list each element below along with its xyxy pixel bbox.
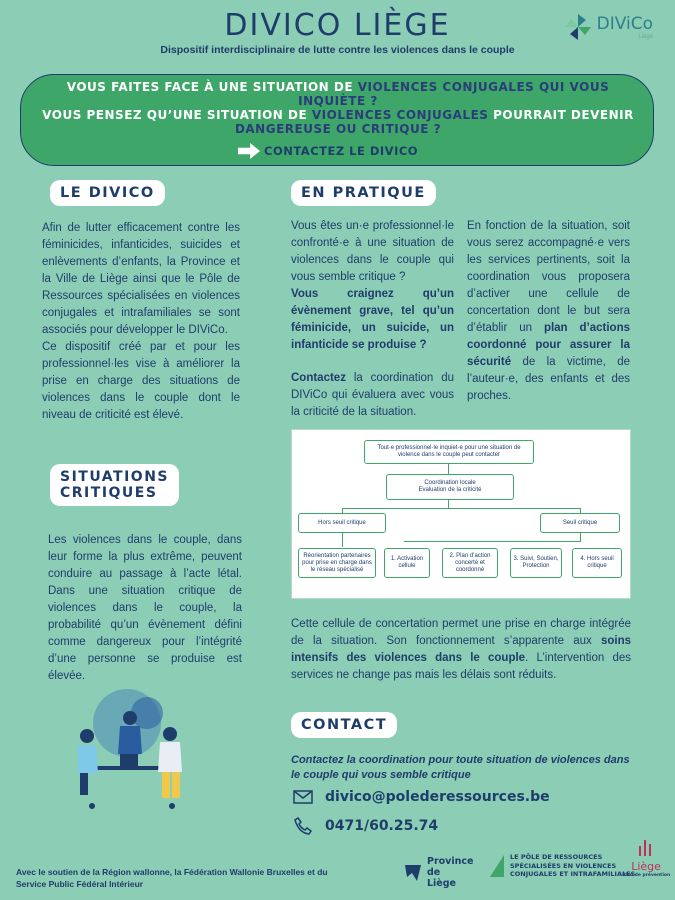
partner-liege: Liège Plan de prévention [622, 838, 670, 878]
flow-node-step3: 3. Suivi, Soutien, Protection [510, 548, 562, 578]
province-logo-icon [404, 863, 422, 883]
situations-text: Les violences dans le couple, dans leur forme la plus extrême, peuvent conduire au passage à l’acte létal. Dans une situation critique de violences dans le couple, la probabilité qu’un évènement défini comme dangereux pour l’intégrité d’une personne se produise est élevée. [48, 534, 242, 682]
partner-province: Province de Liège [404, 856, 469, 889]
liege-logo-icon [636, 838, 656, 856]
pratique-text-2: En fonction de la situation, soit vous serez accompagné·e vers les services pertinents, soit la coordination vous proposera d’activer une cellule de concertation dont le but sera d’établir un plan d’actions coordonné pour assurer la sécurité de la victime, de l’auteur·e, des enfants et des proches. [467, 220, 630, 402]
contact-cta[interactable]: CONTACTEZ LE DIVICO [238, 143, 418, 159]
page-title: DIVICO LIÈGE [224, 8, 451, 43]
flow-diagram [291, 429, 631, 599]
pole-logo-icon [488, 853, 506, 879]
page-subtitle: Dispositif interdisciplinaire de lutte contre les violences dans le couple [160, 44, 515, 56]
pratique-text-3: Cette cellule de concertation permet une prise en charge intégrée de la situation. Son fonctionnement s’apparente aux soins intensifs des violences dans le couple. L’intervention des services ne change pas mais les délais sont réduits. [291, 618, 631, 681]
section-title-divico: LE DIVICO [50, 180, 165, 206]
arrow-right-icon [238, 143, 260, 159]
divico-logo [563, 12, 653, 42]
flow-node-seuil: Seuil critique [540, 513, 620, 533]
flow-node-step4: 4. Hors seuil critique [572, 548, 622, 578]
flow-node-top: Tout·e professionnel·le inquiet·e pour une situation de violence dans le couple peut contacter [364, 440, 534, 464]
phone-icon [293, 816, 313, 836]
contact-email[interactable]: divico@polederessources.be [293, 789, 550, 805]
flow-node-step1: 1. Activation cellule [384, 548, 430, 578]
flow-node-step2: 2. Plan d’action concerté et coordonné [442, 548, 498, 578]
flow-node-reorient: Réorientation partenaires pour prise en charge dans le réseau spécialisé [298, 548, 376, 578]
flow-node-hors-seuil: Hors seuil critique [298, 513, 386, 533]
logo-subtext: Liège [638, 34, 653, 40]
divico-text: Afin de lutter efficacement contre les féminicides, infanticides, suicides et enlèvements d’enfants, la Province et la Ville de Liège ainsi que le Pôle de Ressources spécialisées en violences conjugales et intrafamiliales se sont associés pour développer le DIViCo. Ce dispositif créé par et pour les professionnel·les vise à améliorer la prise en charge des situations de violences dans le couple dont le niveau de criticité est élevé. [42, 222, 240, 421]
team-illustration [52, 688, 202, 813]
contact-phone[interactable]: 0471/60.25.74 [293, 816, 438, 836]
section-title-pratique: EN PRATIQUE [291, 180, 436, 206]
logo-text: DIViCo [596, 14, 653, 34]
partner-pole: LE PÔLE DE RESSOURCES SPÉCIALISÉES EN VIOLENCES CONJUGALES ET INTRAFAMILIALES [488, 853, 635, 879]
contact-lead: Contactez la coordination pour toute situation de violences dans le couple qui vous semble critique [291, 754, 630, 781]
pinwheel-icon [563, 12, 593, 42]
banner-text: VOUS FAITES FACE À UNE SITUATION DE VIOLENCES CONJUGALES QUI VOUS INQUIÈTE ? VOUS PENSEZ QU’UNE SITUATION DE VIOLENCES CONJUGALES POURRAIT DEVENIR DANGEREUSE OU CRITIQUE ? [42, 80, 634, 136]
section-title-situations: SITUATIONS CRITIQUES [50, 464, 179, 506]
section-title-contact: CONTACT [291, 712, 397, 738]
mail-icon [293, 790, 313, 804]
pratique-text-1: Vous êtes un·e professionnel·le confronté·e à une situation de violences dans le couple qui vous semble critique ? Vous craignez qu’un évènement grave, tel qu’un féminicide, un suicide, un infanticide se produise ? Contactez la coordination du DIViCo qui évaluera avec vous la criticité de la situation. [291, 220, 454, 418]
footer-support: Avec le soutien de la Région wallonne, la Fédération Wallonie Bruxelles et du Service Public Fédéral Intérieur [16, 867, 328, 889]
flow-node-coord: Coordination locale Evaluation de la criticité [386, 474, 514, 500]
